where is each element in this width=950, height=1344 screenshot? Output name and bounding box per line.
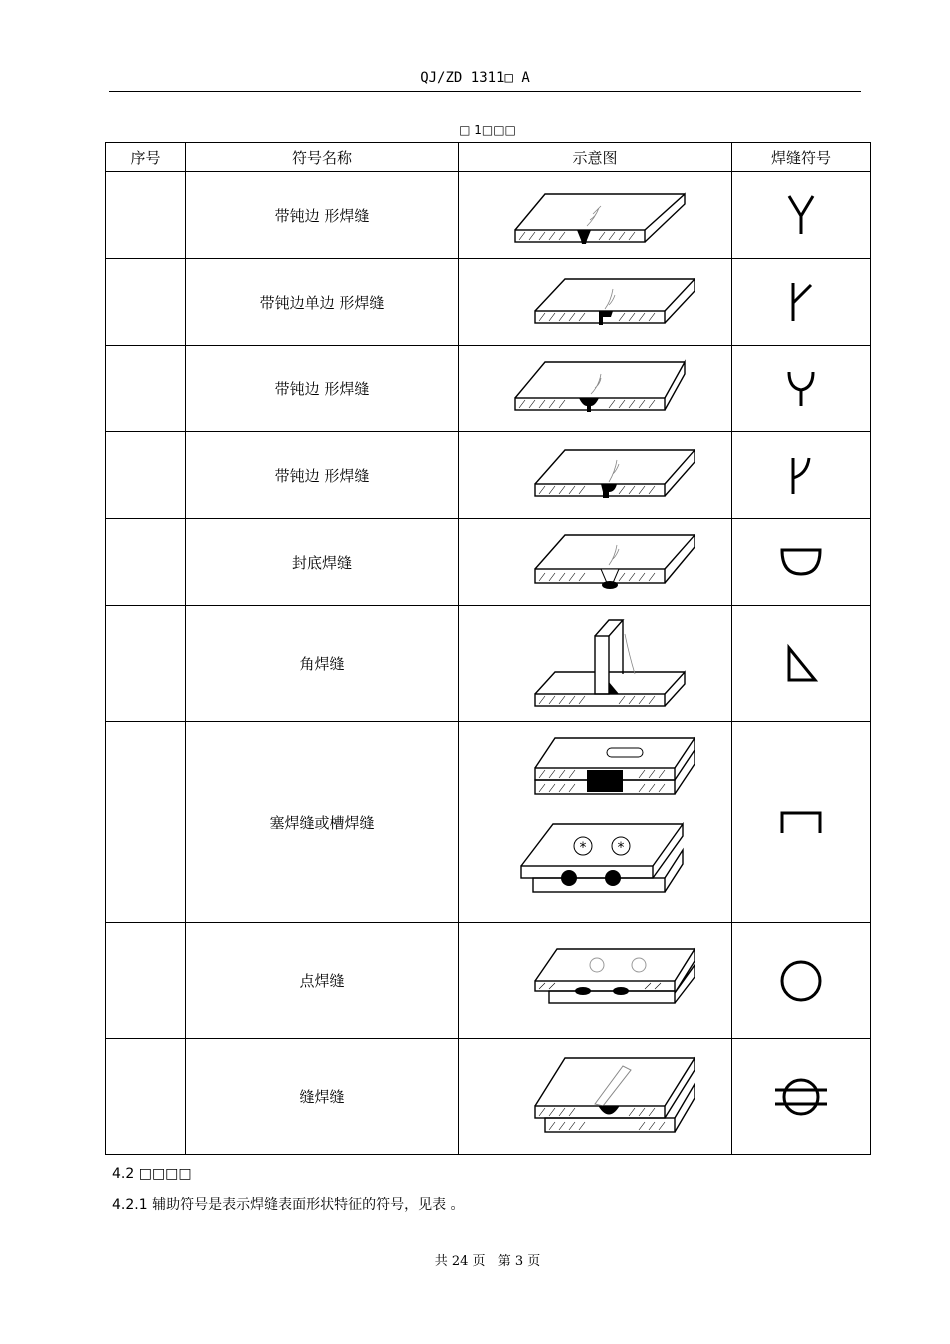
row-symbol	[732, 606, 871, 722]
table-row	[106, 923, 871, 1039]
row-diagram	[459, 1039, 732, 1155]
table-row	[106, 722, 871, 923]
y-groove-weld-illustration	[495, 182, 695, 248]
document-id: QJ/ZD 1311□ A	[420, 70, 530, 86]
row-symbol	[732, 1039, 871, 1155]
row-index	[106, 519, 186, 606]
row-diagram	[459, 519, 732, 606]
row-diagram	[459, 722, 732, 923]
row-index	[106, 1039, 186, 1155]
spot-weld-symbol-icon	[776, 956, 826, 1006]
current-page: 第 3 页	[497, 1254, 541, 1269]
row-diagram	[459, 923, 732, 1039]
header-rule	[109, 91, 861, 92]
row-index	[106, 722, 186, 923]
row-name: 带钝边 形焊缝	[186, 432, 459, 519]
column-header-symbol: 焊缝符号	[732, 143, 871, 172]
fillet-weld-illustration	[495, 614, 695, 714]
u-groove-weld-illustration	[495, 356, 695, 422]
total-pages: 共 24 页	[434, 1254, 486, 1269]
j-groove-weld-illustration	[495, 442, 695, 508]
row-index	[106, 172, 186, 259]
table-row	[106, 606, 871, 722]
row-name: 角焊缝	[186, 606, 459, 722]
row-index	[106, 346, 186, 432]
svg-text:*: *	[579, 840, 587, 856]
backing-weld-illustration	[495, 529, 695, 595]
single-bevel-blunt-edge-symbol-icon	[781, 279, 821, 325]
row-symbol	[732, 432, 871, 519]
column-header-diagram: 示意图	[459, 143, 732, 172]
row-symbol	[732, 923, 871, 1039]
row-symbol	[732, 722, 871, 923]
row-diagram	[459, 606, 732, 722]
row-diagram	[459, 346, 732, 432]
row-name: 塞焊缝或槽焊缝	[186, 722, 459, 923]
row-index	[106, 432, 186, 519]
seam-weld-illustration	[495, 1052, 695, 1142]
row-symbol	[732, 259, 871, 346]
row-name: 封底焊缝	[186, 519, 459, 606]
row-index	[106, 606, 186, 722]
table-row	[106, 259, 871, 346]
column-header-index: 序号	[106, 143, 186, 172]
row-index	[106, 259, 186, 346]
table-row	[106, 519, 871, 606]
section-paragraph: 4.2.1 辅助符号是表示焊缝表面形状特征的符号，见表 。	[112, 1197, 465, 1213]
page-footer	[0, 1250, 950, 1269]
backing-weld-symbol-icon	[776, 542, 826, 582]
row-symbol	[732, 519, 871, 606]
table-row	[106, 172, 871, 259]
row-symbol	[732, 172, 871, 259]
row-name: 带钝边单边 形焊缝	[186, 259, 459, 346]
section-heading: 4.2 □□□□	[112, 1166, 192, 1182]
column-header-name: 符号名称	[186, 143, 459, 172]
row-name: 缝焊缝	[186, 1039, 459, 1155]
row-name: 点焊缝	[186, 923, 459, 1039]
plug-slot-weld-illustration	[495, 732, 695, 912]
single-bevel-weld-illustration	[495, 269, 695, 335]
row-index	[106, 923, 186, 1039]
table-caption: □ 1□□□	[459, 123, 516, 137]
table-header-row	[106, 143, 871, 172]
row-name: 带钝边 形焊缝	[186, 172, 459, 259]
row-symbol	[732, 346, 871, 432]
weld-symbol-table	[105, 142, 871, 1155]
j-groove-symbol-icon	[781, 452, 821, 498]
plug-slot-weld-symbol-icon	[776, 807, 826, 837]
y-groove-blunt-edge-symbol-icon	[781, 192, 821, 238]
spot-weld-illustration	[495, 941, 695, 1021]
seam-weld-symbol-icon	[771, 1072, 831, 1122]
row-name: 带钝边 形焊缝	[186, 346, 459, 432]
row-diagram	[459, 432, 732, 519]
table-row	[106, 346, 871, 432]
table-row	[106, 432, 871, 519]
row-diagram	[459, 172, 732, 259]
fillet-weld-symbol-icon	[781, 642, 821, 686]
u-groove-symbol-icon	[781, 366, 821, 412]
row-diagram	[459, 259, 732, 346]
svg-text:*: *	[617, 840, 625, 856]
table-row	[106, 1039, 871, 1155]
